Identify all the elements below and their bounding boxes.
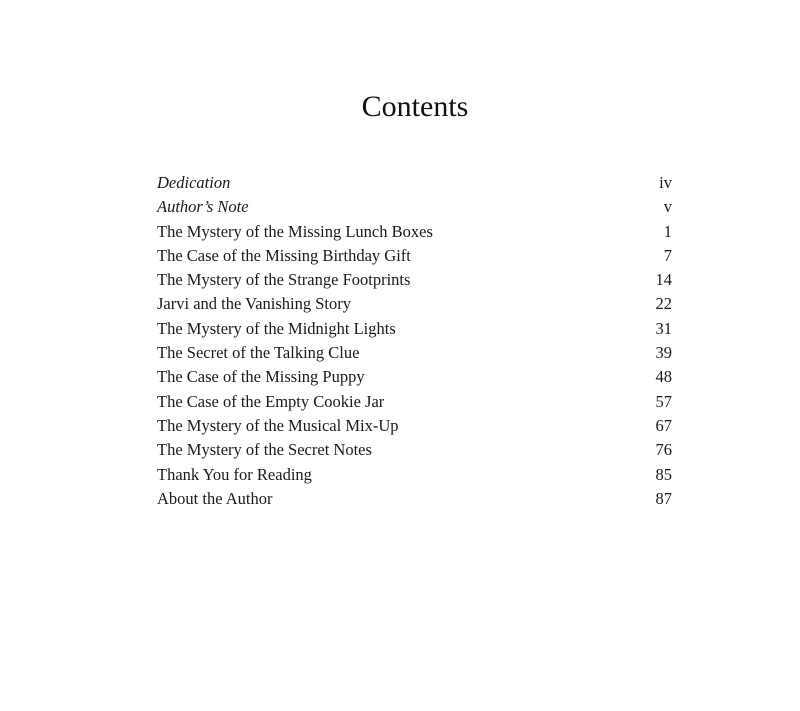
toc-entry-page: 31 xyxy=(655,318,672,338)
toc-entry-title: The Mystery of the Missing Lunch Boxes xyxy=(157,221,433,241)
toc-entry-about-the-author[interactable] xyxy=(157,487,672,511)
toc-entry-musical-mix-up[interactable] xyxy=(157,414,672,438)
toc-entry-title: The Case of the Missing Birthday Gift xyxy=(157,245,411,265)
toc-entry-missing-birthday-gift[interactable] xyxy=(157,244,672,268)
toc-entry-title: Jarvi and the Vanishing Story xyxy=(157,294,352,314)
toc-entry-page: 57 xyxy=(655,391,672,411)
toc-entry-thank-you[interactable] xyxy=(157,463,672,487)
toc-entry-page: 7 xyxy=(663,245,672,265)
table-of-contents xyxy=(157,171,672,511)
toc-entry-title: The Mystery of the Musical Mix-Up xyxy=(157,415,399,435)
toc-entry-page: 14 xyxy=(655,270,672,290)
toc-entry-page: 1 xyxy=(663,221,672,241)
toc-entry-page: 67 xyxy=(655,415,672,435)
toc-entry-secret-notes[interactable] xyxy=(157,438,672,462)
toc-entry-title: Author’s Note xyxy=(157,197,249,217)
toc-entry-midnight-lights[interactable] xyxy=(157,317,672,341)
toc-entry-strange-footprints[interactable] xyxy=(157,268,672,292)
toc-entry-page: iv xyxy=(659,173,672,192)
toc-entry-page: 48 xyxy=(655,367,672,387)
toc-entry-dedication[interactable] xyxy=(157,171,672,195)
toc-entry-talking-clue[interactable] xyxy=(157,341,672,365)
toc-entry-page: 39 xyxy=(655,343,672,363)
toc-entry-title: The Mystery of the Secret Notes xyxy=(157,440,372,460)
toc-entry-empty-cookie-jar[interactable] xyxy=(157,390,672,414)
toc-entry-title: About the Author xyxy=(157,488,273,508)
toc-entry-page: 22 xyxy=(655,294,672,314)
toc-entry-title: Dedication xyxy=(157,173,231,192)
toc-entry-title: The Mystery of the Midnight Lights xyxy=(157,318,396,338)
toc-entry-page: 85 xyxy=(655,464,672,484)
toc-entry-title: Thank You for Reading xyxy=(157,464,312,484)
page-title: Contents xyxy=(361,90,469,123)
toc-entry-missing-lunch-boxes[interactable] xyxy=(157,220,672,244)
toc-entry-page: v xyxy=(663,197,672,217)
toc-entry-page: 87 xyxy=(655,488,672,508)
toc-entry-missing-puppy[interactable] xyxy=(157,365,672,389)
toc-entry-title: The Mystery of the Strange Footprints xyxy=(157,270,411,290)
toc-entry-vanishing-story[interactable] xyxy=(157,292,672,316)
toc-entry-title: The Case of the Missing Puppy xyxy=(157,367,365,387)
toc-entry-page: 76 xyxy=(655,440,672,460)
toc-entry-title: The Secret of the Talking Clue xyxy=(157,343,360,363)
toc-entry-authors-note[interactable] xyxy=(157,195,672,219)
toc-entry-title: The Case of the Empty Cookie Jar xyxy=(157,391,385,411)
